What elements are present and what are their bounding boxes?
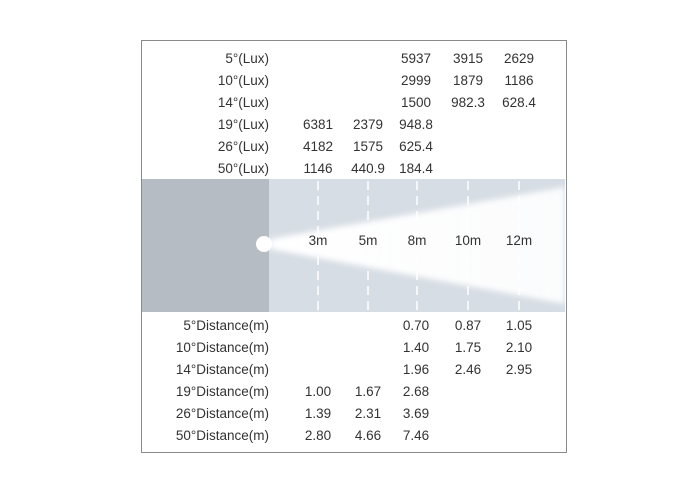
lux-value: 2999	[400, 73, 432, 88]
lux-value: 1146	[303, 161, 333, 176]
distance-label-5m: 5m	[358, 233, 378, 248]
light-source-icon	[256, 236, 272, 252]
distance-value: 2.95	[505, 362, 533, 377]
row-label: 19°(Lux)	[217, 117, 269, 132]
lux-value: 982.3	[451, 95, 485, 110]
lux-row-50deg	[142, 158, 566, 180]
beam-diagram	[142, 179, 566, 312]
row-label: 26°(Lux)	[217, 139, 269, 154]
row-label: 14°(Lux)	[217, 95, 269, 110]
row-label: 10°Distance(m)	[175, 340, 269, 355]
distance-label-8m: 8m	[407, 233, 427, 248]
distance-value: 1.96	[402, 362, 430, 377]
lux-row-10deg	[142, 70, 566, 92]
lux-value: 2379	[352, 117, 384, 132]
lux-value: 948.8	[399, 117, 433, 132]
row-label: 14°Distance(m)	[175, 362, 269, 377]
row-label: 5°(Lux)	[225, 51, 269, 66]
distance-label-10m: 10m	[454, 233, 482, 248]
beam-chart-frame	[141, 40, 567, 453]
distance-value: 1.39	[304, 406, 332, 421]
lux-row-14deg	[142, 92, 566, 114]
row-label: 26°Distance(m)	[175, 406, 269, 421]
distance-value: 1.67	[354, 384, 382, 399]
lux-value: 625.4	[399, 139, 433, 154]
distance-value: 7.46	[402, 428, 430, 443]
lux-value: 2629	[503, 51, 535, 66]
distance-value: 1.05	[505, 318, 533, 333]
distance-value: 2.46	[454, 362, 482, 377]
lux-value: 6381	[302, 117, 334, 132]
lux-value: 1879	[452, 73, 484, 88]
lux-value: 5937	[400, 51, 432, 66]
distance-value: 0.87	[454, 318, 482, 333]
lux-row-5deg	[142, 48, 566, 70]
distance-value: 4.66	[354, 428, 382, 443]
distance-row-5deg	[142, 315, 566, 337]
lux-row-26deg	[142, 136, 566, 158]
distance-label-12m: 12m	[505, 233, 533, 248]
lux-row-19deg	[142, 114, 566, 136]
distance-value: 2.68	[402, 384, 430, 399]
distance-value: 3.69	[402, 406, 430, 421]
lux-value: 3915	[452, 51, 484, 66]
distance-row-14deg	[142, 359, 566, 381]
distance-label-3m: 3m	[308, 233, 328, 248]
distance-row-26deg	[142, 403, 566, 425]
distance-row-19deg	[142, 381, 566, 403]
distance-value: 1.40	[402, 340, 430, 355]
distance-value: 0.70	[402, 318, 430, 333]
distance-row-50deg	[142, 425, 566, 447]
distance-value: 1.75	[454, 340, 482, 355]
row-label: 19°Distance(m)	[175, 384, 269, 399]
lux-value: 184.4	[399, 161, 433, 176]
row-label: 50°(Lux)	[217, 161, 269, 176]
distance-value: 1.00	[304, 384, 332, 399]
row-label: 10°(Lux)	[217, 73, 269, 88]
row-label: 50°Distance(m)	[175, 428, 269, 443]
lux-value: 628.4	[502, 95, 536, 110]
lux-value: 1500	[400, 95, 432, 110]
distance-value: 2.80	[304, 428, 332, 443]
lux-value: 4182	[302, 139, 334, 154]
light-fixture-panel	[142, 179, 269, 312]
lux-value: 440.9	[351, 161, 385, 176]
row-label: 5°Distance(m)	[183, 318, 269, 333]
lux-value: 1575	[352, 139, 384, 154]
lux-value: 1186	[504, 73, 534, 88]
distance-row-10deg	[142, 337, 566, 359]
distance-value: 2.31	[354, 406, 382, 421]
distance-value: 2.10	[505, 340, 533, 355]
